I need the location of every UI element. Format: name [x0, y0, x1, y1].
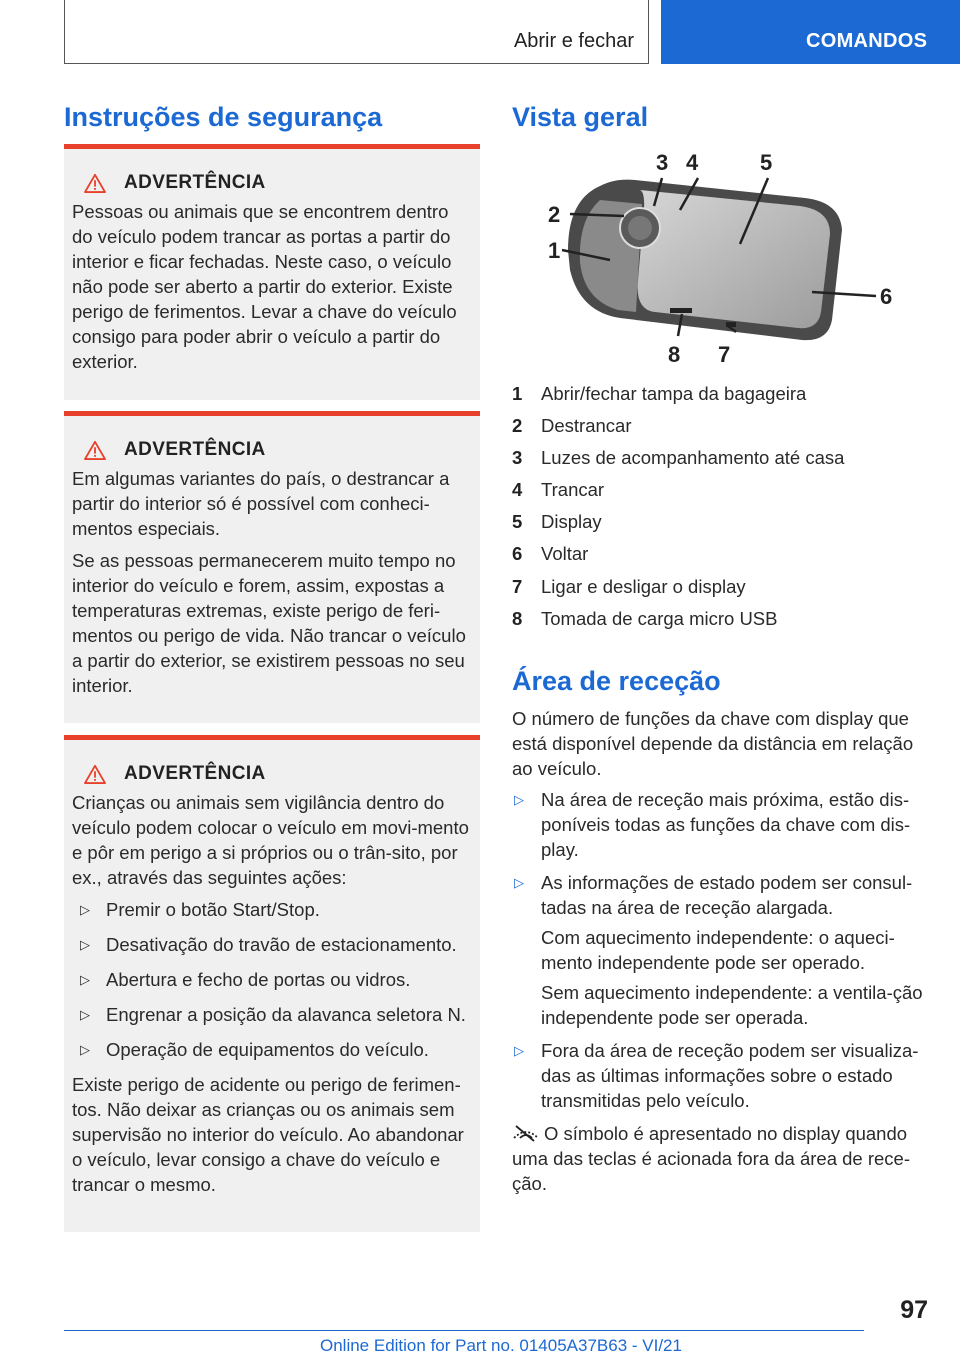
list-item — [512, 787, 927, 862]
warning-box-3 — [64, 735, 480, 1232]
warning-triangle-icon — [84, 173, 106, 193]
triangle-right-icon: ▷ — [514, 875, 524, 890]
figure-label: 3 — [656, 150, 669, 175]
key-power-button — [726, 322, 736, 327]
warning-text: Existe perigo de acidente ou perigo de ferimen‐tos. Não deixar as crianças ou os animais sem supervisão no interior do veículo. Ao abandonar o veículo, levar consigo a chave do veículo e trancar o mesmo. — [72, 1074, 464, 1195]
legend-number: 7 — [512, 575, 523, 597]
legend-row — [512, 541, 932, 573]
warning-label: ADVERTÊNCIA — [124, 172, 266, 193]
triangle-right-icon: ▷ — [80, 972, 90, 987]
triangle-right-icon: ▷ — [514, 792, 524, 807]
legend-number: 1 — [512, 383, 523, 404]
no-signal-icon — [512, 1124, 540, 1142]
warning-triangle-icon — [84, 440, 106, 460]
key-display-figure — [540, 150, 900, 370]
key-usb-port — [670, 308, 692, 313]
list-item — [72, 967, 472, 992]
list-item-text: Engrenar a posição da alavanca seletora N. — [106, 1004, 466, 1025]
legend-number: 2 — [512, 415, 523, 437]
figure-legend — [512, 381, 932, 638]
key-lock-button — [628, 216, 652, 240]
symbol-note — [512, 1121, 927, 1196]
warning-header — [72, 760, 472, 788]
overview-title: Vista geral — [512, 102, 649, 132]
list-item — [512, 870, 927, 1030]
header-section-tab — [64, 0, 649, 64]
legend-row — [512, 477, 932, 509]
list-item-text: Sem aquecimento independente: a ventila‐ção independente pode ser operada. — [541, 982, 923, 1028]
figure-label: 6 — [880, 284, 893, 309]
legend-text: Voltar — [541, 543, 589, 565]
figure-label: 7 — [718, 342, 731, 367]
reception-title: Área de receção — [512, 666, 721, 696]
legend-number: 3 — [512, 447, 523, 469]
legend-row — [512, 574, 932, 606]
footer-divider — [64, 1330, 864, 1331]
list-item — [72, 1037, 472, 1062]
legend-text: Tomada de carga micro USB — [541, 607, 778, 629]
list-item-text: Abertura e fecho de portas ou vidros. — [106, 969, 411, 990]
list-item-text: As informações de estado podem ser consul‐tadas na área de receção alargada. — [541, 872, 913, 918]
warning-header — [72, 436, 472, 464]
triangle-right-icon: ▷ — [80, 1042, 90, 1057]
header-chapter-tab — [661, 0, 960, 64]
header-chapter-label: COMANDOS — [806, 30, 928, 52]
footer-edition: Online Edition for Part no. 01405A37B63 - VI/21 — [320, 1336, 682, 1355]
list-item-text: Na área de receção mais próxima, estão dis‐poníveis todas as funções da chave com dis‐play. — [541, 789, 911, 860]
legend-number: 4 — [512, 479, 523, 501]
triangle-right-icon: ▷ — [80, 902, 90, 917]
warning-box-2 — [64, 411, 480, 723]
list-item-text: Fora da área de receção podem ser visualiza‐das as últimas informações sobre o estado transmitidas pelo veículo. — [541, 1040, 919, 1111]
legend-row — [512, 606, 932, 638]
warning-text: Em algumas variantes do país, o destrancar a partir do interior só é possível com conheci‐mentos especiais. — [72, 468, 450, 539]
reception-list — [512, 787, 927, 1113]
triangle-right-icon: ▷ — [514, 1043, 524, 1058]
legend-text: Ligar e desligar o display — [541, 575, 746, 597]
reception-section — [512, 706, 927, 1202]
figure-label: 2 — [548, 202, 561, 227]
triangle-right-icon: ▷ — [80, 937, 90, 952]
legend-text: Display — [541, 511, 602, 533]
warning-header — [72, 169, 472, 197]
list-item-text: Premir o botão Start/Stop. — [106, 899, 320, 920]
legend-number: 8 — [512, 607, 523, 629]
warning-text: Se as pessoas permanecerem muito tempo no interior do veículo e forem, assim, expostas a temperaturas extremas, existe perigo de feri‐mentos ou perigo de vida. Não trancar o veículo a partir do exterior, se existirem pessoas no seu interior. — [72, 550, 466, 696]
symbol-note-text: O símbolo é apresentado no display quando uma das teclas é acionada fora da área de rece‐ção. — [512, 1123, 910, 1194]
warning-triangle-icon — [84, 764, 106, 784]
list-item-text: Com aquecimento independente: o aqueci‐mento independente pode ser operado. — [541, 927, 895, 973]
list-item-text: Operação de equipamentos do veículo. — [106, 1039, 429, 1060]
header-section-label: Abrir e fechar — [513, 30, 634, 52]
list-item — [72, 1002, 472, 1027]
warning-text: Crianças ou animais sem vigilância dentro do veículo podem colocar o veículo em movi‐mento e pôr em perigo a si próprios ou o trân‐sito, por ex., através das seguintes ações: — [72, 792, 469, 888]
list-item — [512, 1038, 927, 1113]
legend-row — [512, 509, 932, 541]
reception-intro: O número de funções da chave com display que está disponível depende da distância em relação ao veículo. — [512, 708, 914, 779]
figure-label: 4 — [686, 150, 699, 175]
legend-row — [512, 413, 932, 445]
legend-row — [512, 445, 932, 477]
legend-number: 5 — [512, 511, 523, 533]
figure-label: 5 — [760, 150, 773, 175]
key-display-area — [638, 190, 830, 328]
legend-number: 6 — [512, 543, 523, 565]
warning-box-1 — [64, 144, 480, 400]
legend-text: Destrancar — [541, 415, 632, 437]
list-item-text: Desativação do travão de estacionamento. — [106, 934, 457, 955]
warning-label: ADVERTÊNCIA — [124, 763, 266, 784]
page-number: 97 — [900, 1296, 928, 1324]
list-item — [72, 897, 472, 922]
legend-text: Trancar — [541, 479, 605, 501]
warning-list — [72, 897, 472, 1062]
triangle-right-icon: ▷ — [80, 1007, 90, 1022]
warning-text: Pessoas ou animais que se encontrem dentro do veículo podem trancar as portas a partir do interior e ficar fechadas. Neste caso, o veículo não pode ser aberto a partir do exterior. Existe perigo de ferimentos. Levar a chave do veículo consigo para poder abrir o veículo a partir do exterior. — [72, 201, 457, 372]
list-item — [72, 932, 472, 957]
legend-row — [512, 381, 932, 413]
figure-label: 8 — [668, 342, 681, 367]
figure-label: 1 — [548, 238, 561, 263]
legend-text: Abrir/fechar tampa da bagageira — [541, 383, 807, 404]
safety-title: Instruções de segurança — [64, 102, 383, 132]
legend-text: Luzes de acompanhamento até casa — [541, 447, 845, 469]
warning-label: ADVERTÊNCIA — [124, 439, 266, 460]
